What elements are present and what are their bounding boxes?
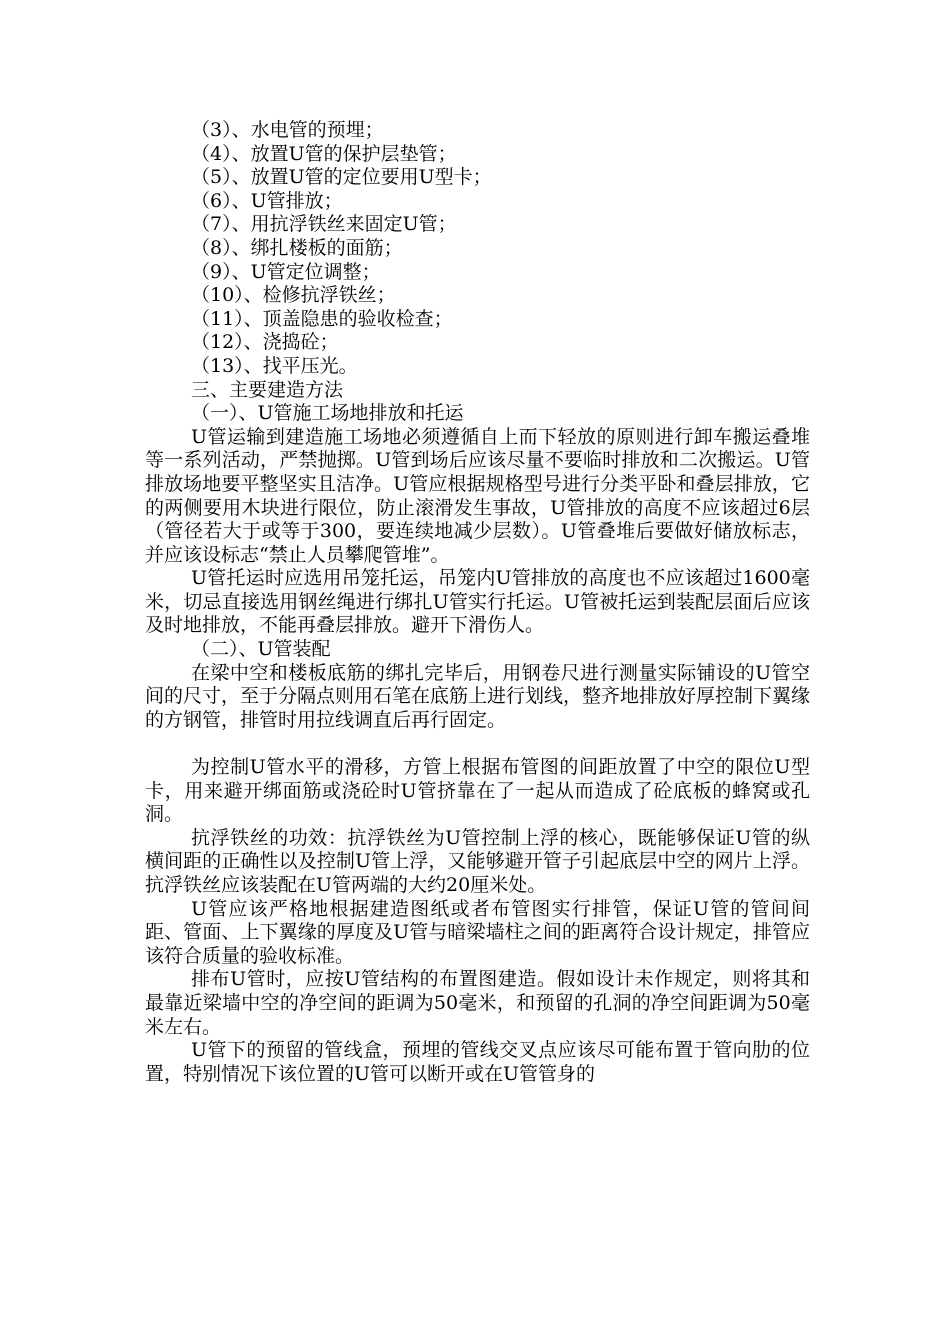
- step-item: （5）、放置U管的定位要用U型卡；: [191, 166, 492, 189]
- step-item: （10）、检修抗浮铁丝；: [191, 284, 396, 307]
- step-item: （9）、U管定位调整；: [191, 260, 381, 283]
- body-paragraph: 在梁中空和楼板底筋的绑扎完毕后，用钢卷尺进行测量实际铺设的U管空间的尺寸，至于分隔点则用石笔在底筋上进行划线，整齐地排放好厚控制下翼缘的方钢管，排管时用拉线调直后再行固定。: [145, 661, 811, 731]
- subsection-heading-transport: （一）、U管施工场地排放和托运: [191, 402, 464, 425]
- step-item: （7）、用抗浮铁丝来固定U管；: [191, 213, 457, 236]
- step-item: （11）、顶盖隐患的验收检查；: [191, 307, 453, 330]
- step-item: （4）、放置U管的保护层垫管；: [191, 142, 457, 165]
- step-list: [145, 119, 810, 379]
- step-item: （12）、浇捣砼；: [191, 331, 339, 354]
- body-paragraph: U管运输到建造施工场地必须遵循自上而下轻放的原则进行卸车搬运叠堆等一系列活动，严禁抛掷。U管到场后应该尽量不要临时排放和二次搬运。U管排放场地要平整坚实且洁净。U管应根据规格型号进行分类平卧和叠层排放，它的两侧要用木块进行限位，防止滚滑发生事故，U管排放的高度不应该超过6层（管径若大于或等于300，要连续地减少层数）。U管叠堆后要做好储放标志，并应该设标志“禁止人员攀爬管堆”。: [145, 425, 810, 566]
- subsection-heading-assembly: （二）、U管装配: [191, 638, 331, 661]
- document-page: [145, 119, 810, 1086]
- step-item: （6）、U管排放；: [191, 189, 343, 212]
- section-heading: 三、主要建造方法: [191, 378, 344, 401]
- step-item: （3）、水电管的预埋；: [191, 119, 384, 141]
- body-paragraph: U管应该严格地根据建造图纸或者布管图实行排管，保证U管的管间间距、管面、上下翼缘的厚度及U管与暗梁墙柱之间的距离符合设计规定，排管应该符合质量的验收标准。: [145, 897, 810, 967]
- body-paragraph: 抗浮铁丝的功效：抗浮铁丝为U管控制上浮的核心，既能够保证U管的纵横间距的正确性以及控制U管上浮，又能够避开管子引起底层中空的网片上浮。抗浮铁丝应该装配在U管两端的大约20厘米处。: [145, 826, 810, 896]
- step-item: （13）、找平压光。: [191, 354, 358, 377]
- blank-line: [145, 732, 810, 756]
- body-paragraph: 排布U管时，应按U管结构的布置图建造。假如设计未作规定，则将其和最靠近梁墙中空的净空间的距调为50毫米，和预留的孔洞的净空间距调为50毫米左右。: [145, 968, 810, 1038]
- step-item: （8）、绑扎楼板的面筋；: [191, 236, 403, 259]
- body-paragraph: U管下的预留的管线盒，预埋的管线交叉点应该尽可能布置于管向肋的位置，特别情况下该位置的U管可以断开或在U管管身的: [145, 1039, 810, 1085]
- body-paragraph: U管托运时应选用吊笼托运，吊笼内U管排放的高度也不应该超过1600毫米，切忌直接选用钢丝绳进行绑扎U管实行托运。U管被托运到装配层面后应该及时地排放，不能再叠层排放。避开下滑伤人。: [145, 567, 810, 637]
- body-paragraph: 为控制U管水平的滑移，方管上根据布管图的间距放置了中空的限位U型卡，用来避开绑面筋或浇砼时U管挤靠在了一起从而造成了砼底板的蜂窝或孔洞。: [145, 756, 810, 826]
